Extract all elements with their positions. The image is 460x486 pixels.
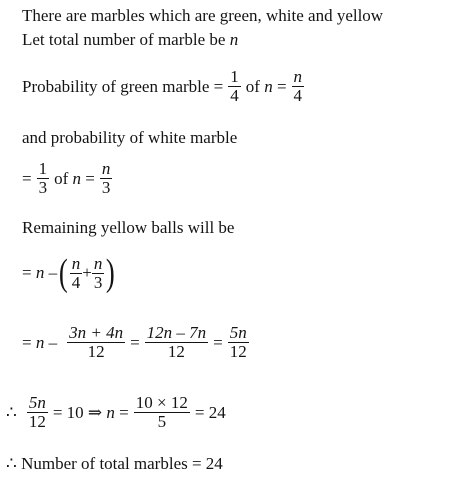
green-label: Probability of green marble = (22, 76, 224, 96)
therefore-line: ∴ $\frac{5n}{12}$ = 10 ⇒ n = $\frac{10 \times 12}{5}$ = 24 (6, 393, 226, 431)
var-n: n (229, 30, 239, 49)
right-paren: ) (106, 252, 116, 294)
fraction-n-over-3: $\frac{n}{3}$ (101, 159, 111, 197)
remaining-label: Remaining yellow balls will be (22, 218, 235, 237)
fraction-5n-over-12: $\frac{5n}{12}$ (28, 393, 46, 431)
final-text: Number of total marbles = 24 (21, 454, 223, 473)
fraction-n-over-4: $\frac{n}{4}$ (71, 253, 81, 292)
fraction-12n7n-over-12: $\frac{12n - 7n}{12}$ (146, 323, 207, 361)
therefore-symbol: ∴ (6, 402, 17, 422)
let-total-text: Let total number of marble be (22, 30, 230, 49)
fraction-n-over-3: $\frac{n}{3}$ (93, 253, 103, 292)
fraction-one-third: $\frac{1}{3}$ (38, 159, 48, 197)
fraction-5n-over-12: $\frac{5n}{12}$ (229, 323, 247, 361)
fraction-n-over-4: $\frac{n}{4}$ (293, 67, 303, 105)
intro-line: There are marbles which are green, white and yellow (22, 6, 384, 25)
fraction-3n4n-over-12: $\frac{3n + 4n}{12}$ (69, 323, 124, 361)
white-probability-line: = $\frac{1}{3}$ of n = $\frac{n}{3}$ (22, 159, 111, 197)
remaining-expression: = n – ( $\frac{n}{4}$ + $\frac{n}{3}$ ) (22, 252, 116, 294)
simplification-line: = n – $\frac{3n + 4n}{12}$ = $\frac{12n - 7n}{12}$ = $\frac{5n}{12}$ (22, 323, 247, 361)
green-probability-line: Probability of green marble = $\frac{1}{4}$ of n = $\frac{n}{4}$ (22, 67, 303, 105)
fraction-10x12-over-5: $\frac{10 \times 12}{5}$ (135, 393, 188, 431)
white-label: and probability of white marble (22, 128, 238, 147)
final-line (6, 454, 223, 474)
therefore-symbol: ∴ (6, 454, 17, 473)
fraction-one-quarter: $\frac{1}{4}$ (230, 67, 239, 105)
left-paren: ( (58, 252, 68, 294)
let-total-line (22, 30, 238, 50)
